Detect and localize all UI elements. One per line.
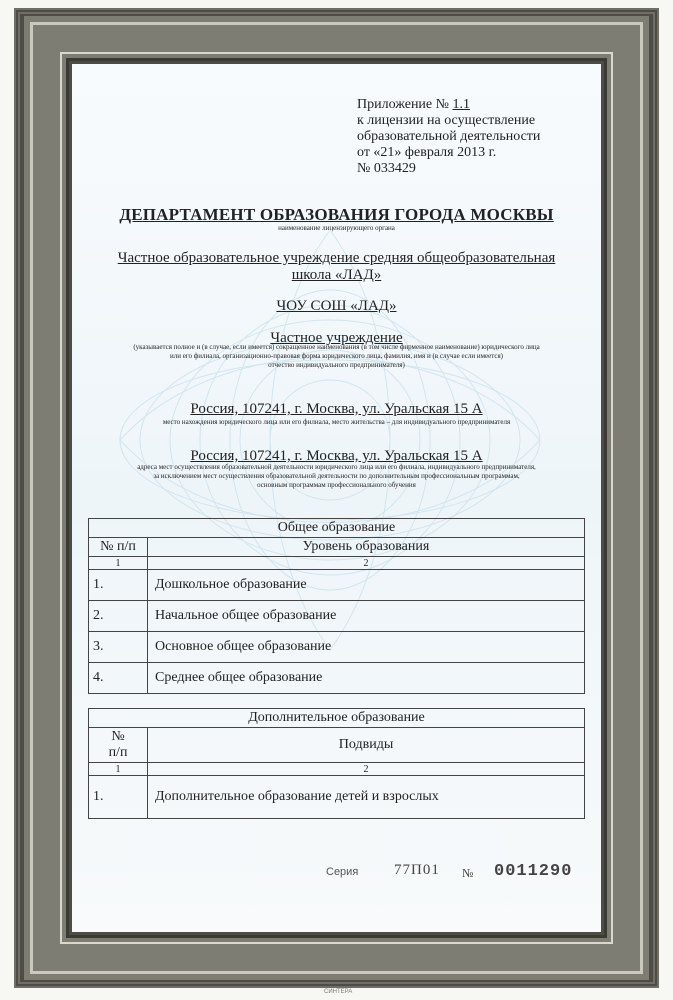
organization-form: Частное учреждение [270, 330, 403, 346]
row-number: 4. [89, 663, 148, 694]
general-education-table [88, 518, 585, 694]
general-education-title: Общее образование [89, 519, 585, 538]
row-number: 2. [89, 601, 148, 632]
appendix-line-4: от «21» февраля 2013 г. [357, 145, 497, 160]
additional-col-number-line-1: № [111, 729, 125, 744]
table-row [89, 601, 585, 632]
education-level: Начальное общее образование [148, 601, 585, 632]
table-row [89, 632, 585, 663]
general-col-number: № п/п [89, 538, 148, 557]
additional-col-number-line-2: п/п [108, 745, 128, 760]
activity-note-line-2: за исключением мест осуществления образовательной деятельности по дополнительным профессиональным программам, [153, 472, 520, 480]
education-level: Среднее общее образование [148, 663, 585, 694]
appendix-line-2: к лицензии на осуществление [357, 113, 536, 128]
location-address-note: место нахождения юридического лица или его филиала, место жительства – для индивидуального предпринимателя [162, 418, 511, 426]
table-row [89, 570, 585, 601]
organization-full-name [90, 250, 583, 284]
row-number: 3. [89, 632, 148, 663]
organization-name-line-1: Частное образовательное учреждение средняя общеобразовательная [117, 250, 556, 266]
general-col-level: Уровень образования [148, 538, 585, 557]
row-number: 1. [89, 570, 148, 601]
number-label: № [462, 866, 474, 880]
department-title: ДЕПАРТАМЕНТ ОБРАЗОВАНИЯ ГОРОДА МОСКВЫ [119, 205, 554, 224]
additional-col-number [89, 728, 148, 763]
education-level: Основное общее образование [148, 632, 585, 663]
organization-short-name: ЧОУ СОШ «ЛАД» [276, 298, 397, 314]
table-row [89, 663, 585, 694]
legal-note-line-1: (указывается полное и (в случае, если имеется) сокращенное наименования (в том числе фирменное наименование) юридического лица [133, 343, 540, 351]
organization-legal-note [90, 343, 583, 370]
appendix-block [357, 97, 540, 177]
organization-name-line-2: школа «ЛАД» [291, 267, 382, 283]
table-row [89, 776, 585, 819]
serial-number: 0011290 [494, 862, 573, 881]
legal-note-line-2: или его филиала, организационно-правовая форма юридического лица, фамилия, имя и (в случае если имеется) [169, 352, 504, 360]
additional-education-table [88, 708, 585, 819]
location-address: Россия, 107241, г. Москва, ул. Уральская 15 А [190, 401, 483, 417]
education-subtype: Дополнительное образование детей и взрослых [148, 776, 585, 819]
additional-index-2: 2 [148, 763, 585, 776]
activity-address: Россия, 107241, г. Москва, ул. Уральская 15 А [190, 448, 483, 464]
appendix-line-3: образовательной деятельности [357, 129, 541, 144]
row-number: 1. [89, 776, 148, 819]
appendix-label: Приложение № [357, 97, 453, 112]
series-code: 77П01 [394, 862, 440, 878]
activity-address-note [90, 463, 583, 490]
appendix-line-1 [357, 97, 540, 113]
additional-col-subtypes: Подвиды [148, 728, 585, 763]
activity-note-line-3: основным программам профессионального обучения [257, 481, 416, 489]
additional-education-title: Дополнительное образование [89, 709, 585, 728]
appendix-line-5: № 033429 [357, 161, 416, 176]
additional-index-1: 1 [89, 763, 148, 776]
department-caption: наименование лицензирующего органа [278, 224, 395, 232]
legal-note-line-3: отчество индивидуального предпринимателя) [268, 361, 405, 369]
appendix-number: 1.1 [452, 97, 470, 112]
series-label: Серия [326, 866, 359, 878]
general-index-1: 1 [89, 557, 148, 570]
education-level: Дошкольное образование [148, 570, 585, 601]
general-index-2: 2 [148, 557, 585, 570]
printer-mark: СИНТЕРА [324, 989, 353, 995]
activity-note-line-1: адреса мест осуществления образовательной деятельности юридического лица или его филиала, индивидуального предпринимателя, [137, 463, 536, 471]
